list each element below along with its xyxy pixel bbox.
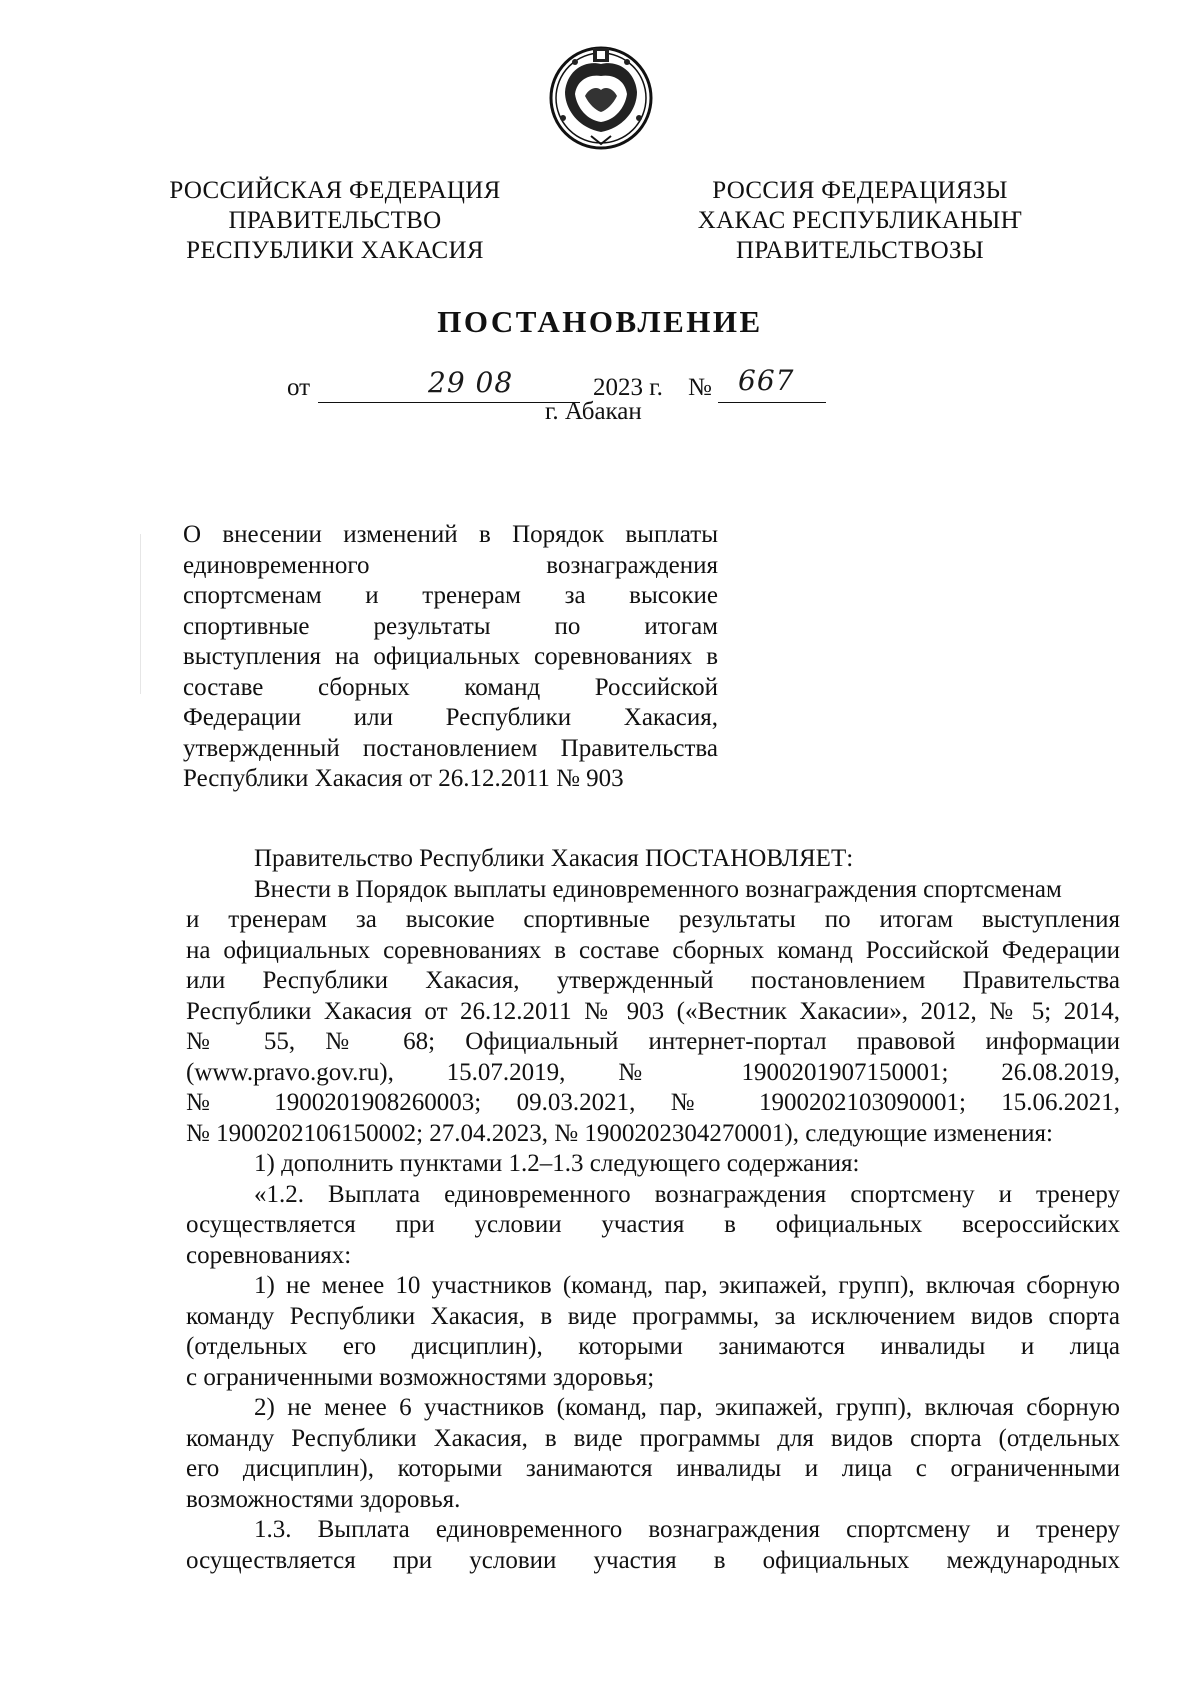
subject-line: утвержденный постановлением Правительства xyxy=(183,734,718,762)
body-line: осуществляется при условии участия в официальных всероссийских xyxy=(186,1211,1120,1238)
body-line: (www.pravo.gov.ru), 15.07.2019, № 1900201907150001; 26.08.2019, xyxy=(186,1058,1120,1086)
body-line: «1.2. Выплата единовременного вознаграждения спортсмену и тренеру xyxy=(254,1180,1120,1208)
document-subject xyxy=(183,520,718,795)
body-line: № 1900201908260003; 09.03.2021, № 1900202103090001; 15.06.2021, xyxy=(186,1089,1120,1116)
body-line: Республики Хакасия от 26.12.2011 № 903 («Вестник Хакасии», 2012, № 5; 2014, xyxy=(186,997,1120,1025)
body-line: или Республики Хакасия, утвержденный постановлением Правительства xyxy=(186,967,1120,994)
document-body xyxy=(186,844,1120,1576)
city-label: г. Абакан xyxy=(545,398,642,425)
year-label: 2023 г. xyxy=(593,374,663,401)
coat-of-arms-icon xyxy=(545,40,657,152)
subject-line: выступления на официальных соревнованиях в xyxy=(183,643,718,670)
header-left-line: РОССИЙСКАЯ ФЕДЕРАЦИЯ xyxy=(169,177,501,204)
date-underline xyxy=(318,402,580,403)
header-russian xyxy=(150,176,520,266)
body-line: 2) не менее 6 участников (команд, пар, экипажей, групп), включая сборную xyxy=(254,1394,1120,1421)
body-line: и тренерам за высокие спортивные результаты по итогам выступления xyxy=(186,906,1120,933)
document-title: ПОСТАНОВЛЕНИЕ xyxy=(437,304,763,339)
subject-line: О внесении изменений в Порядок выплаты xyxy=(183,521,718,548)
body-line: с ограниченными возможностями здоровья; xyxy=(186,1363,655,1391)
header-right-line: ХАКАС РЕСПУБЛИКАНЫҤ xyxy=(697,207,1023,234)
header-khakas xyxy=(690,176,1030,266)
header-left-line: ПРАВИТЕЛЬСТВО xyxy=(228,207,442,234)
header-right-line: ПРАВИТЕЛЬСТВОЗЫ xyxy=(736,237,984,264)
body-line: соревнованиях: xyxy=(186,1241,352,1269)
body-line: (отдельных его дисциплин), которыми занимаются инвалиды и лица xyxy=(186,1333,1120,1360)
number-underline xyxy=(718,402,826,403)
body-line: его дисциплин), которыми занимаются инвалиды и лица с ограниченными xyxy=(186,1455,1120,1482)
body-line: команду Республики Хакасия, в виде программы для видов спорта (отдельных xyxy=(186,1424,1120,1452)
from-label: от xyxy=(287,374,311,401)
body-line: 1) не менее 10 участников (команд, пар, экипажей, групп), включая сборную xyxy=(254,1272,1120,1299)
handwritten-number: 667 xyxy=(738,364,795,397)
subject-line: спортивные результаты по итогам xyxy=(183,612,718,640)
body-line: на официальных соревнованиях в составе сборных команд Российской Федерации xyxy=(186,936,1120,964)
subject-line: единовременного вознаграждения xyxy=(183,551,718,579)
scan-margin-mark xyxy=(140,534,141,694)
body-line: команду Республики Хакасия, в виде программы, за исключением видов спорта xyxy=(186,1302,1120,1330)
handwritten-date: 29 08 xyxy=(428,366,514,399)
subject-line: составе сборных команд Российской xyxy=(183,673,718,701)
body-line: Правительство Республики Хакасия ПОСТАНОВЛЯЕТ: xyxy=(254,845,854,872)
body-line: № 1900202106150002; 27.04.2023, № 1900202304270001), следующие изменения: xyxy=(186,1119,1053,1147)
subject-line: спортсменам и тренерам за высокие xyxy=(183,582,718,609)
number-sign: № xyxy=(688,374,712,401)
header-right-line: РОССИЯ ФЕДЕРАЦИЯЗЫ xyxy=(712,177,1008,204)
body-line: 1.3. Выплата единовременного вознаграждения спортсмену и тренеру xyxy=(254,1516,1120,1543)
body-line: возможностями здоровья. xyxy=(186,1485,461,1513)
body-line: 1) дополнить пунктами 1.2–1.3 следующего содержания: xyxy=(254,1150,860,1177)
body-line: осуществляется при условии участия в официальных международных xyxy=(186,1546,1120,1574)
subject-line: Федерации или Республики Хакасия, xyxy=(183,704,718,731)
subject-line: Республики Хакасия от 26.12.2011 № 903 xyxy=(183,765,624,792)
body-line: № 55, № 68; Официальный интернет-портал правовой информации xyxy=(186,1028,1120,1055)
header-left-line: РЕСПУБЛИКИ ХАКАСИЯ xyxy=(186,237,484,264)
body-line: Внести в Порядок выплаты единовременного вознаграждения спортсменам xyxy=(254,875,1062,903)
